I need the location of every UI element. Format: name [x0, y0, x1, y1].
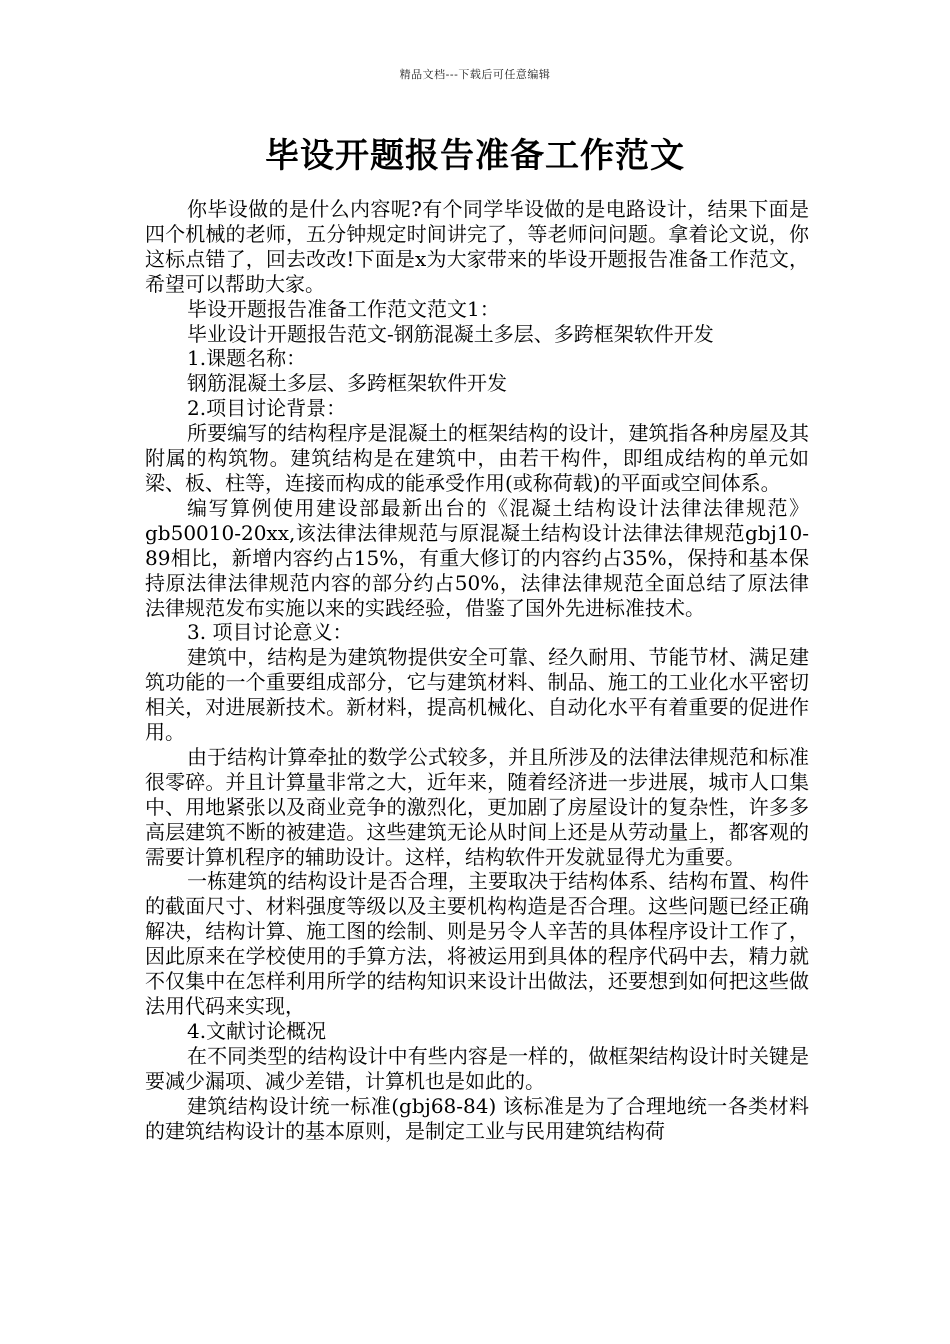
- paragraph: 所要编写的结构程序是混凝土的框架结构的设计，建筑指各种房屋及其附属的构筑物。建筑结构是在建筑中，由若干构件，即组成结构的单元如梁、板、柱等，连接而构成的能承受作用(或称荷载)的平面或空间体系。: [145, 421, 809, 495]
- paragraph: 毕业设计开题报告范文-钢筋混凝土多层、多跨框架软件开发: [187, 321, 714, 346]
- document-body: [145, 197, 809, 1143]
- paragraph: 毕设开题报告准备工作范文范文1：: [187, 296, 500, 321]
- document-title: 毕设开题报告准备工作范文: [265, 136, 685, 176]
- paragraph: 一栋建筑的结构设计是否合理，主要取决于结构体系、结构布置、构件的截面尺寸、材料强度等级以及主要机构构造是否合理。这些问题已经正确解决，结构计算、施工图的绘制、则是另令人辛苦的具体程序设计工作了，因此原来在学校使用的手算方法，将被运用到具体的程序代码中去，精力就不仅集中在怎样利用所学的结构知识来设计出做法，还要想到如何把这些做法用代码来实现，: [145, 869, 809, 1018]
- paragraph: 4.文献讨论概况: [187, 1018, 327, 1043]
- paragraph: 由于结构计算牵扯的数学公式较多，并且所涉及的法律法律规范和标准很零碎。并且计算量非常之大，近年来，随着经济进一步进展，城市人口集中、用地紧张以及商业竞争的激烈化，更加剧了房屋设计的复杂性，许多多高层建筑不断的被建造。这些建筑无论从时间上还是从劳动量上，都客观的需要计算机程序的辅助设计。这样，结构软件开发就显得尤为重要。: [145, 744, 809, 869]
- paragraph: 2.项目讨论背景：: [187, 396, 347, 421]
- paragraph: 在不同类型的结构设计中有些内容是一样的，做框架结构设计时关键是要减少漏项、减少差错，计算机也是如此的。: [145, 1043, 809, 1093]
- paragraph: 3. 项目讨论意义：: [187, 620, 353, 645]
- paragraph: 钢筋混凝土多层、多跨框架软件开发: [187, 371, 507, 396]
- paragraph: 你毕设做的是什么内容呢?有个同学毕设做的是电路设计，结果下面是四个机械的老师，五分钟规定时间讲完了，等老师问问题。拿着论文说，你这标点错了，回去改改!下面是x为大家带来的毕设开题报告准备工作范文，希望可以帮助大家。: [145, 197, 809, 296]
- paragraph: 1.课题名称：: [187, 346, 307, 371]
- page-header: 精品文档---下载后可任意编辑: [399, 68, 551, 81]
- paragraph: 建筑中，结构是为建筑物提供安全可靠、经久耐用、节能节材、满足建筑功能的一个重要组成部分，它与建筑材料、制品、施工的工业化水平密切相关，对进展新技术。新材料，提高机械化、自动化水平有着重要的促进作用。: [145, 645, 809, 745]
- paragraph: 建筑结构设计统一标准(gbj68-84) 该标准是为了合理地统一各类材料的建筑结构设计的基本原则，是制定工业与民用建筑结构荷: [145, 1093, 809, 1143]
- paragraph: 编写算例使用建设部最新出台的《混凝土结构设计法律法律规范》gb50010-20xx,该法律法律规范与原混凝土结构设计法律法律规范gbj10-89相比，新增内容约占15%，有重大修订的内容约占35%，保持和基本保持原法律法律规范内容的部分约占50%，法律法律规范全面总结了原法律法律规范发布实施以来的实践经验，借鉴了国外先进标准技术。: [145, 495, 809, 620]
